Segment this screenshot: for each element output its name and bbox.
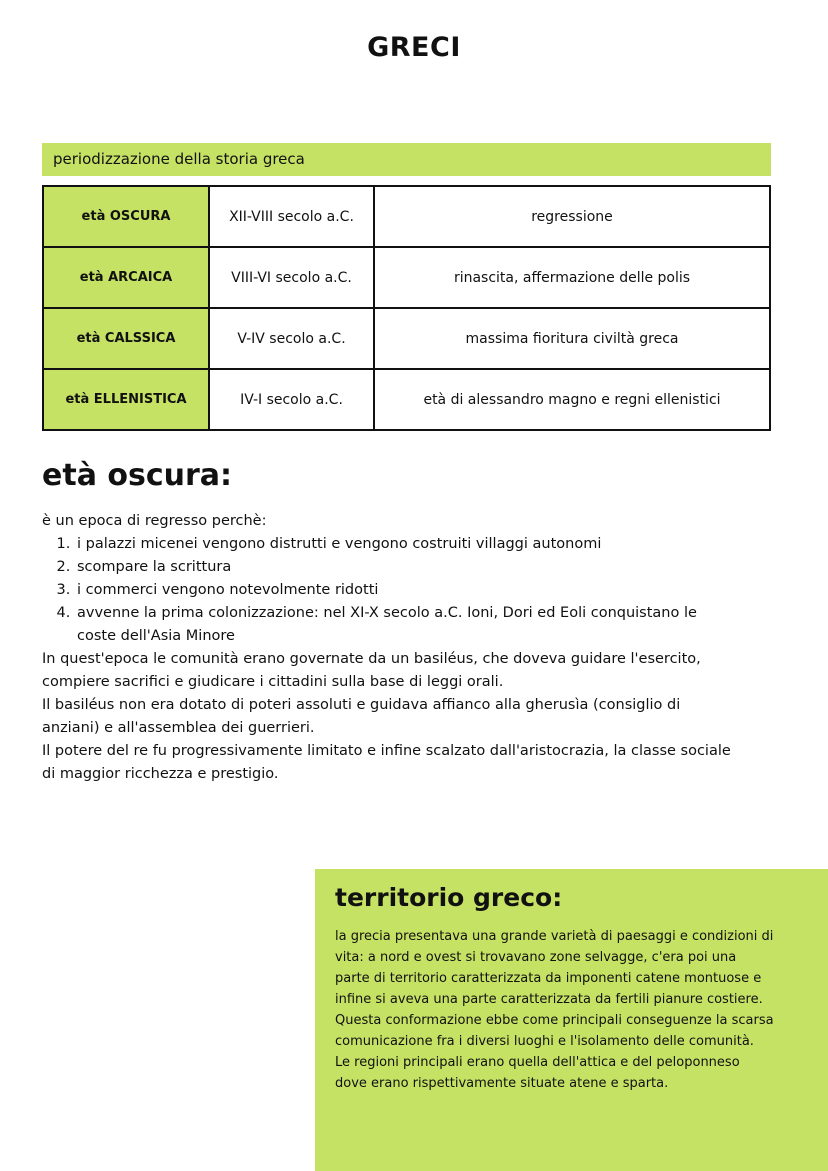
dark-age-paragraph: Il basiléus non era dotato di poteri assoluti e guidava affianco alla gherusìa (consiglio di anziani) e all'assemblea dei guerrieri. [42,697,681,736]
era-description-cell: massima fioritura civiltà greca [374,308,770,369]
era-name-cell: età OSCURA [43,186,209,247]
era-description-cell: regressione [374,186,770,247]
territory-heading: territorio greco: [335,883,563,912]
era-description-cell: rinascita, affermazione delle polis [374,247,770,308]
page-title: GRECI [367,32,461,63]
dark-age-paragraph: Il potere del re fu progressivamente limitato e infine scalzato dall'aristocrazia, la classe sociale di maggior ricchezza e prestigio. [42,743,731,782]
era-name-cell: età CALSSICA [43,308,209,369]
list-item: 1. i palazzi micenei vengono distrutti e vengono costruiti villaggi autonomi [75,533,732,556]
territory-paragraph: Le regioni principali erano quella dell'attica e del peloponneso dove erano rispettivamente situate atene e sparta. [335,1055,740,1091]
era-description-cell: età di alessandro magno e regni ellenistici [374,369,770,430]
dark-age-reasons-list [42,533,732,648]
list-item: 2. scompare la scrittura [75,556,732,579]
territory-paragraph: Questa conformazione ebbe come principali conseguenze la scarsa comunicazione fra i diversi luoghi e l'isolamento delle comunità. [335,1013,774,1049]
table-row [43,308,770,369]
list-item: 4. avvenne la prima colonizzazione: nel XI-X secolo a.C. Ioni, Dori ed Eoli conquistano le coste dell'Asia Minore [75,602,732,648]
dark-age-body [42,510,732,786]
list-item: 3. i commerci vengono notevolmente ridotti [75,579,732,602]
table-row [43,369,770,430]
era-name-cell: età ARCAICA [43,247,209,308]
territory-body [335,926,775,1094]
dark-age-heading: età oscura: [42,458,233,493]
table-row [43,247,770,308]
era-dates-cell: IV-I secolo a.C. [209,369,374,430]
territory-box [315,869,828,1171]
periodization-banner: periodizzazione della storia greca [42,143,771,176]
era-name-cell: età ELLENISTICA [43,369,209,430]
periodization-table [42,185,771,431]
era-dates-cell: VIII-VI secolo a.C. [209,247,374,308]
territory-paragraph: la grecia presentava una grande varietà di paesaggi e condizioni di vita: a nord e ovest si trovavano zone selvagge, c'era poi una parte di territorio caratterizzata da imponenti catene montuose e infine si aveva una parte caratterizzata da fertili pianure costiere. [335,929,774,1007]
table-row [43,186,770,247]
dark-age-paragraph: In quest'epoca le comunità erano governate da un basiléus, che doveva guidare l'esercito, compiere sacrifici e giudicare i cittadini sulla base di leggi orali. [42,651,701,690]
dark-age-intro: è un epoca di regresso perchè: [42,513,267,529]
era-dates-cell: XII-VIII secolo a.C. [209,186,374,247]
era-dates-cell: V-IV secolo a.C. [209,308,374,369]
